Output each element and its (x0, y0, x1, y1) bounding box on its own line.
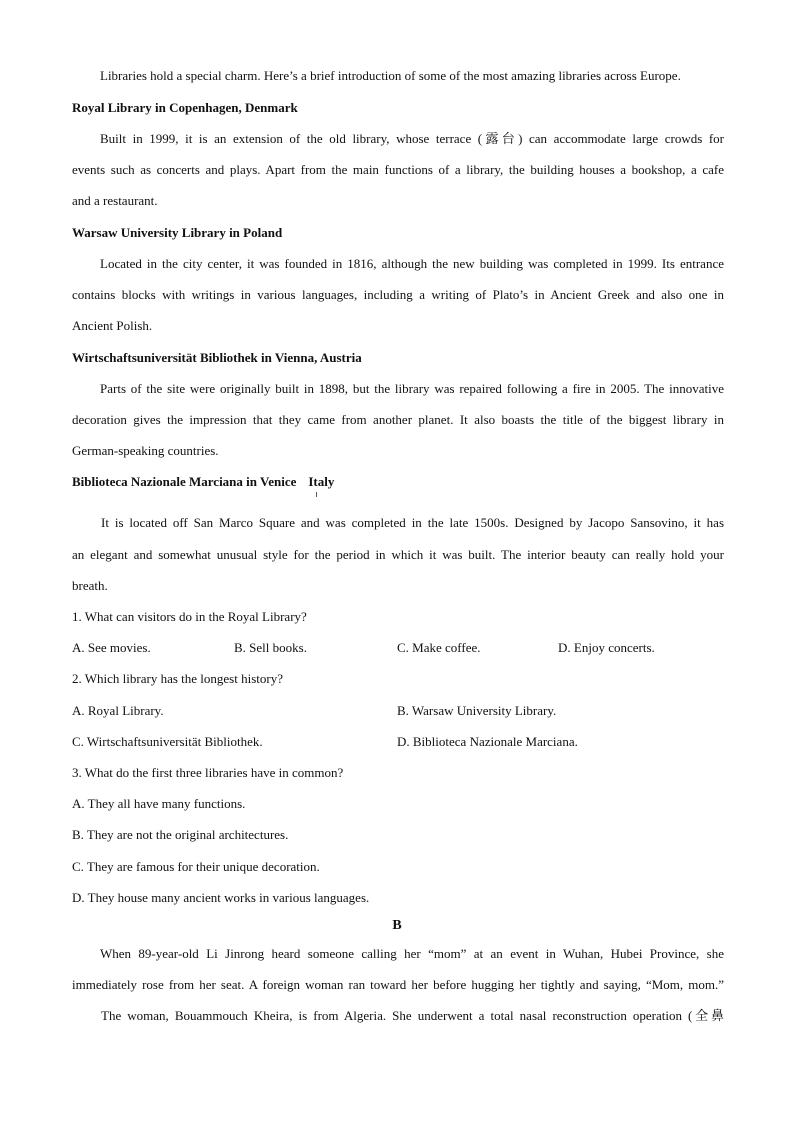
paragraph-line: decoration gives the impression that they came from another planet. It also boasts the title of the biggest library in (72, 412, 724, 427)
question-option: A. Royal Library. (72, 703, 164, 718)
paragraph-line: an elegant and somewhat unusual style for the period in which it was built. The interior beauty can really hold your (72, 547, 724, 562)
paragraph-line: Located in the city center, it was founded in 1816, although the new building was completed in 1999. Its entrance (100, 256, 724, 271)
section-heading-vienna-library: Wirtschaftsuniversität Bibliothek in Vienna, Austria (72, 350, 362, 365)
stray-mark (316, 492, 317, 497)
paragraph-line: breath. (72, 578, 108, 593)
paragraph-line: Parts of the site were originally built in 1898, but the library was repaired following a fire in 2005. The innovative (100, 381, 724, 396)
question-option: A. They all have many functions. (72, 796, 246, 811)
question-option: A. See movies. (72, 640, 151, 655)
paragraph-line: immediately rose from her seat. A foreign woman ran toward her before hugging her tightly and saying, “Mom, mom.” (72, 977, 724, 992)
question-option: D. They house many ancient works in various languages. (72, 890, 370, 905)
section-heading-royal-library: Royal Library in Copenhagen, Denmark (72, 100, 298, 115)
question-stem: 2. Which library has the longest history? (72, 671, 283, 686)
intro-paragraph: Libraries hold a special charm. Here’s a brief introduction of some of the most amazing libraries across Europe. (100, 68, 681, 83)
paragraph-line: The woman, Bouammouch Kheira, is from Algeria. She underwent a total nasal reconstruction operation (全鼻 (101, 1008, 724, 1023)
paragraph-line: contains blocks with writings in various languages, including a writing of Plato’s in Ancient Greek and also one in (72, 287, 724, 302)
passage-b-label: B (392, 918, 402, 933)
paragraph-line: It is located off San Marco Square and was completed in the late 1500s. Designed by Jacopo Sansovino, it has (101, 515, 724, 530)
question-option: B. Warsaw University Library. (397, 703, 557, 718)
paragraph-line: German-speaking countries. (72, 443, 219, 458)
question-option: C. They are famous for their unique decoration. (72, 859, 320, 874)
section-heading-venice-library (72, 474, 724, 490)
question-option: D. Enjoy concerts. (558, 640, 655, 655)
paragraph-line: events such as concerts and plays. Apart from the main functions of a library, the building houses a bookshop, a cafe (72, 162, 724, 177)
question-option: C. Make coffee. (397, 640, 481, 655)
heading-part-2: Italy (308, 474, 335, 489)
question-option: D. Biblioteca Nazionale Marciana. (397, 734, 578, 749)
paragraph-line: Ancient Polish. (72, 318, 153, 333)
section-heading-warsaw-library: Warsaw University Library in Poland (72, 225, 283, 240)
question-option: B. They are not the original architectures. (72, 827, 289, 842)
paragraph-line: When 89-year-old Li Jinrong heard someone calling her “mom” at an event in Wuhan, Hubei Province, she (100, 946, 724, 961)
question-stem: 1. What can visitors do in the Royal Library? (72, 609, 307, 624)
paragraph-line: and a restaurant. (72, 193, 158, 208)
question-stem: 3. What do the first three libraries have in common? (72, 765, 344, 780)
question-option: B. Sell books. (234, 640, 307, 655)
paragraph-line: Built in 1999, it is an extension of the old library, whose terrace (露台) can accommodate large crowds for (100, 131, 724, 146)
question-option: C. Wirtschaftsuniversität Bibliothek. (72, 734, 263, 749)
heading-part-1: Biblioteca Nazionale Marciana in Venice (72, 474, 297, 489)
